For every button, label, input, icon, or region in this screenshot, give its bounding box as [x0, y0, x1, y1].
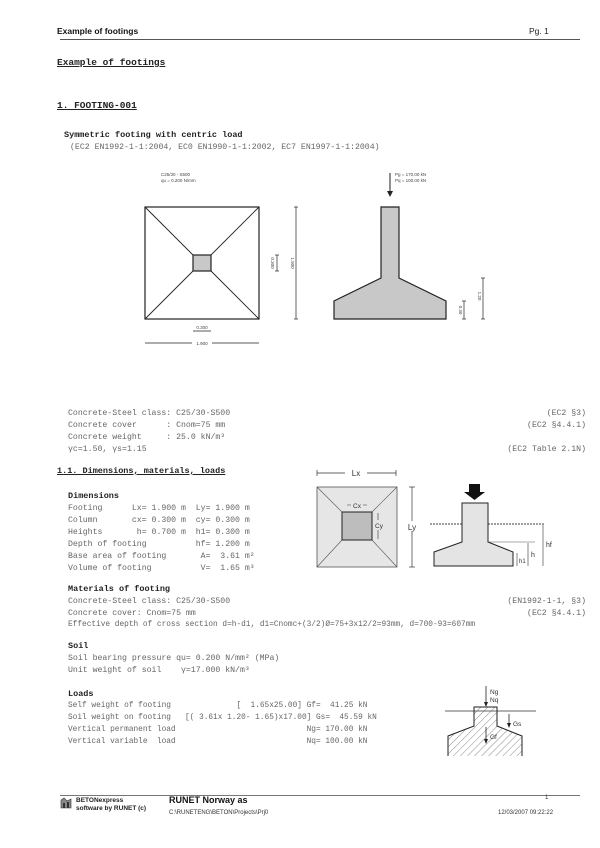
load-pg-label: Pg = 170.00 kN — [395, 172, 427, 177]
load-nq-label: Nq — [490, 697, 499, 704]
general-cover: Concrete cover : Cnom=75 mm — [68, 421, 226, 430]
header-title: Example of footings — [57, 26, 139, 36]
section-title: 1. FOOTING-001 — [57, 100, 137, 111]
general-safety-ref: (EC2 Table 2.1N) — [507, 445, 586, 454]
schematic-Ly: Ly — [407, 523, 417, 532]
footer-product: BETONexpress — [76, 797, 124, 804]
schematic-h: h — [531, 552, 535, 559]
plan-qu-label: qu = 0.200 N/mm — [161, 178, 196, 183]
page-number: Pg. 1 — [529, 26, 549, 36]
betonexpress-logo-icon — [60, 797, 72, 809]
materials-row: Effective depth of cross section d=h-d1, d1=Cnomc+(3/2)Ø=75+3x12/2=93mm, d=700-93=607mm — [68, 621, 476, 629]
header-divider — [60, 39, 580, 40]
loads-row: Vertical variable load Nq= 100.00 kN — [68, 738, 368, 746]
plan-class-label: C25/30 - S500 — [161, 172, 191, 177]
schematic-diagram — [305, 462, 560, 582]
column-section — [193, 255, 211, 271]
loads-row: Self weight of footing [ 1.65x25.00] Gf= 41.25 kN — [68, 702, 368, 710]
loads-heading: Loads — [68, 689, 94, 699]
dimensions-row: Heights h= 0.700 m h1= 0.300 m — [68, 528, 250, 537]
schematic-hf: hf — [546, 542, 552, 549]
footer-vendor: software by RUNET (c) — [76, 805, 147, 812]
loads-row: Vertical permanent load Ng= 170.00 kN — [68, 726, 368, 734]
footer-datetime: 12/03/2007 09:22:22 — [498, 810, 554, 816]
schematic-cy: Cy — [375, 523, 383, 530]
dim-column-x: 0.300 — [196, 325, 208, 330]
soil-row: Unit weight of soil γ=17.000 kN/m³ — [68, 666, 250, 675]
soil-row: Soil bearing pressure qu= 0.200 N/mm² (MPa) — [68, 654, 280, 663]
dim-Lx: 1.900 — [196, 341, 208, 346]
schematic-h1: h1 — [519, 559, 526, 565]
design-codes: (EC2 EN1992-1-1:2004, EC0 EN1990-1-1:2002, EC7 EN1997-1-1:2004) — [70, 143, 380, 152]
schematic-Lx: Lx — [351, 469, 361, 478]
footer-company: RUNET Norway as — [169, 795, 248, 805]
dimensions-row: Depth of footing hf= 1.200 m — [68, 540, 250, 549]
soil-heading: Soil — [68, 641, 89, 651]
footer-page-number: 1 — [545, 795, 549, 801]
dimensions-heading: Dimensions — [68, 491, 120, 501]
dimensions-row: Footing Lx= 1.900 m Ly= 1.900 m — [68, 504, 250, 513]
footer-divider — [60, 795, 580, 796]
footing-section — [334, 207, 446, 319]
document-title: Example of footings — [57, 57, 166, 68]
subsection-title: 1.1. Dimensions, materials, loads — [57, 466, 226, 476]
load-arrow-icon — [469, 484, 480, 492]
dimensions-row: Volume of footing V= 1.65 m³ — [68, 564, 255, 573]
dim-column-y: 0.300 — [270, 257, 275, 269]
load-pq-label: Pq = 100.00 kN — [395, 178, 427, 183]
load-gs-label: Gs — [513, 721, 522, 728]
general-safety: γc=1.50, γs=1.15 — [68, 445, 147, 454]
dim-Ly: 1.900 — [290, 257, 295, 269]
dimensions-row: Column cx= 0.300 m cy= 0.300 m — [68, 516, 250, 525]
plan-diagram — [130, 165, 310, 355]
general-class-ref: (EC2 §3) — [546, 409, 586, 418]
general-class: Concrete-Steel class: C25/30-S500 — [68, 409, 231, 418]
materials-ref: (EN1992-1-1, §3) — [507, 597, 586, 606]
dim-h1: 0.30 — [458, 305, 463, 315]
materials-row: Concrete-Steel class: C25/30-S500 — [68, 597, 231, 606]
dimensions-row: Base area of footing A= 3.61 m² — [68, 552, 255, 561]
dim-hf: 1.20 — [477, 291, 482, 301]
materials-ref: (EC2 §4.4.1) — [527, 609, 586, 618]
elevation-diagram — [320, 165, 500, 325]
materials-row: Concrete cover: Cnom=75 mm — [68, 609, 196, 618]
footer-path: C:\RUNETENG\BETON\Projects\Prj0 — [169, 810, 269, 816]
load-diagram — [440, 684, 550, 756]
loads-row: Soil weight on footing [( 3.61x 1.20- 1.65)x17.00] Gs= 45.59 kN — [68, 714, 377, 722]
general-weight: Concrete weight : 25.0 kN/m³ — [68, 433, 226, 442]
section-subtitle: Symmetric footing with centric load — [64, 130, 243, 140]
load-gf-label: Gf — [490, 734, 497, 741]
materials-heading: Materials of footing — [68, 584, 171, 594]
schematic-cx: Cx — [353, 503, 361, 510]
general-cover-ref: (EC2 §4.4.1) — [527, 421, 586, 430]
load-ng-label: Ng — [490, 689, 499, 696]
